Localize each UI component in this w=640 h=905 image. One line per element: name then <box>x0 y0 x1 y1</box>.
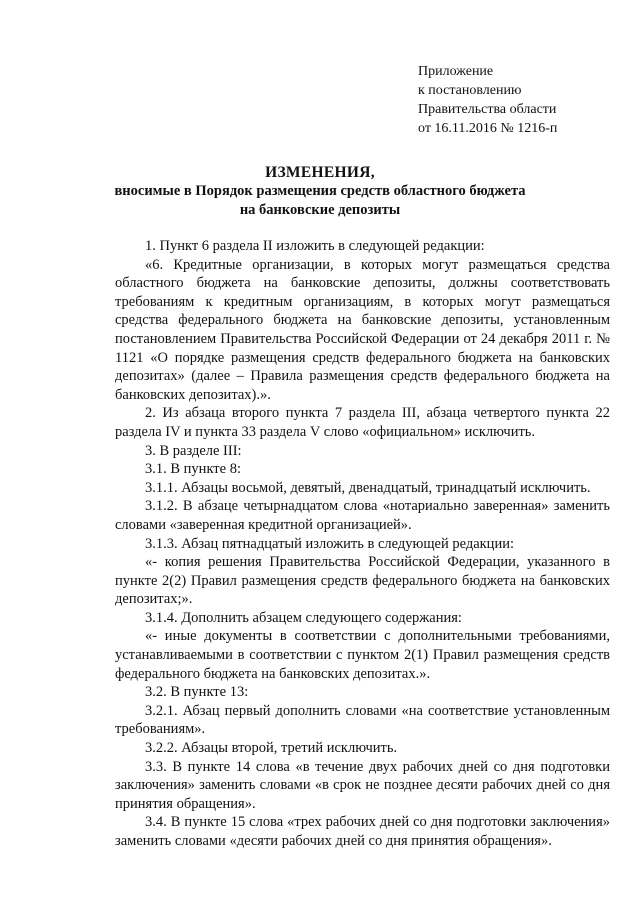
appendix-line-3: Правительства области <box>418 102 557 117</box>
paragraph: 3.4. В пункте 15 слова «трех рабочих дней со дня подготовки заключения» заменить словами «десяти рабочих дней со дня принятия обращения». <box>115 814 610 849</box>
paragraph: «- копия решения Правительства Российской Федерации, указанного в пункте 2(2) Правил размещения средств федерального бюджета на банковских депозитах;». <box>115 554 610 608</box>
appendix-block <box>418 62 557 138</box>
paragraph: 3.1.2. В абзаце четырнадцатом слова «нотариально заверенная» заменить словами «заверенная кредитной организацией». <box>115 498 610 533</box>
document-subtitle-line-2: на банковские депозиты <box>239 202 401 218</box>
document-subtitle-line-1: вносимые в Порядок размещения средств областного бюджета <box>114 183 526 199</box>
paragraph: 3. В разделе III: <box>145 442 242 459</box>
paragraph: 3.1.3. Абзац пятнадцатый изложить в следующей редакции: <box>145 535 514 552</box>
appendix-line-1: Приложение <box>418 64 494 79</box>
document-title: ИЗМЕНЕНИЯ, <box>265 164 375 181</box>
paragraph: 3.1.1. Абзацы восьмой, девятый, двенадцатый, тринадцатый исключить. <box>145 479 591 496</box>
paragraph: 2. Из абзаца второго пункта 7 раздела III, абзаца четвертого пункта 22 раздела IV и пункта 33 раздела V слово «официальном» исключить. <box>115 405 610 440</box>
paragraph: 3.3. В пункте 14 слова «в течение двух рабочих дней со дня подготовки заключения» заменить словами «в срок не позднее десяти рабочих дней со дня принятия обращения». <box>115 758 610 812</box>
appendix-line-4: от 16.11.2016 № 1216-п <box>418 121 558 136</box>
paragraph: «6. Кредитные организации, в которых могут размещаться средства областного бюджета на банковские депозиты, должны соответствовать требованиям к кредитным организациям, в которых могут размещаться средства федерального бюджета на банковские депозиты, установленным постановлением Правительства Российской Федерации от 24 декабря 2011 г. № 1121 «О порядке размещения средств федерального бюджета на банковских депозитах» (далее – Правила размещения средств федерального бюджета на банковских депозитах).». <box>115 256 610 403</box>
document-body <box>115 237 610 851</box>
paragraph: 3.1.4. Дополнить абзацем следующего содержания: <box>145 609 462 626</box>
paragraph: 1. Пункт 6 раздела II изложить в следующей редакции: <box>145 238 485 254</box>
paragraph: 3.2.2. Абзацы второй, третий исключить. <box>145 740 398 757</box>
paragraph: «- иные документы в соответствии с дополнительными требованиями, устанавливаемыми в соответствии с пунктом 2(1) Правил размещения средств федерального бюджета на банковских депозитах.». <box>115 628 610 682</box>
paragraph: 3.2. В пункте 13: <box>145 684 249 701</box>
paragraph: 3.1. В пункте 8: <box>145 461 241 478</box>
paragraph: 3.2.1. Абзац первый дополнить словами «на соответствие установленным требованиям». <box>115 702 610 738</box>
appendix-line-2: к постановлению <box>418 83 522 98</box>
document-heading <box>0 163 640 220</box>
